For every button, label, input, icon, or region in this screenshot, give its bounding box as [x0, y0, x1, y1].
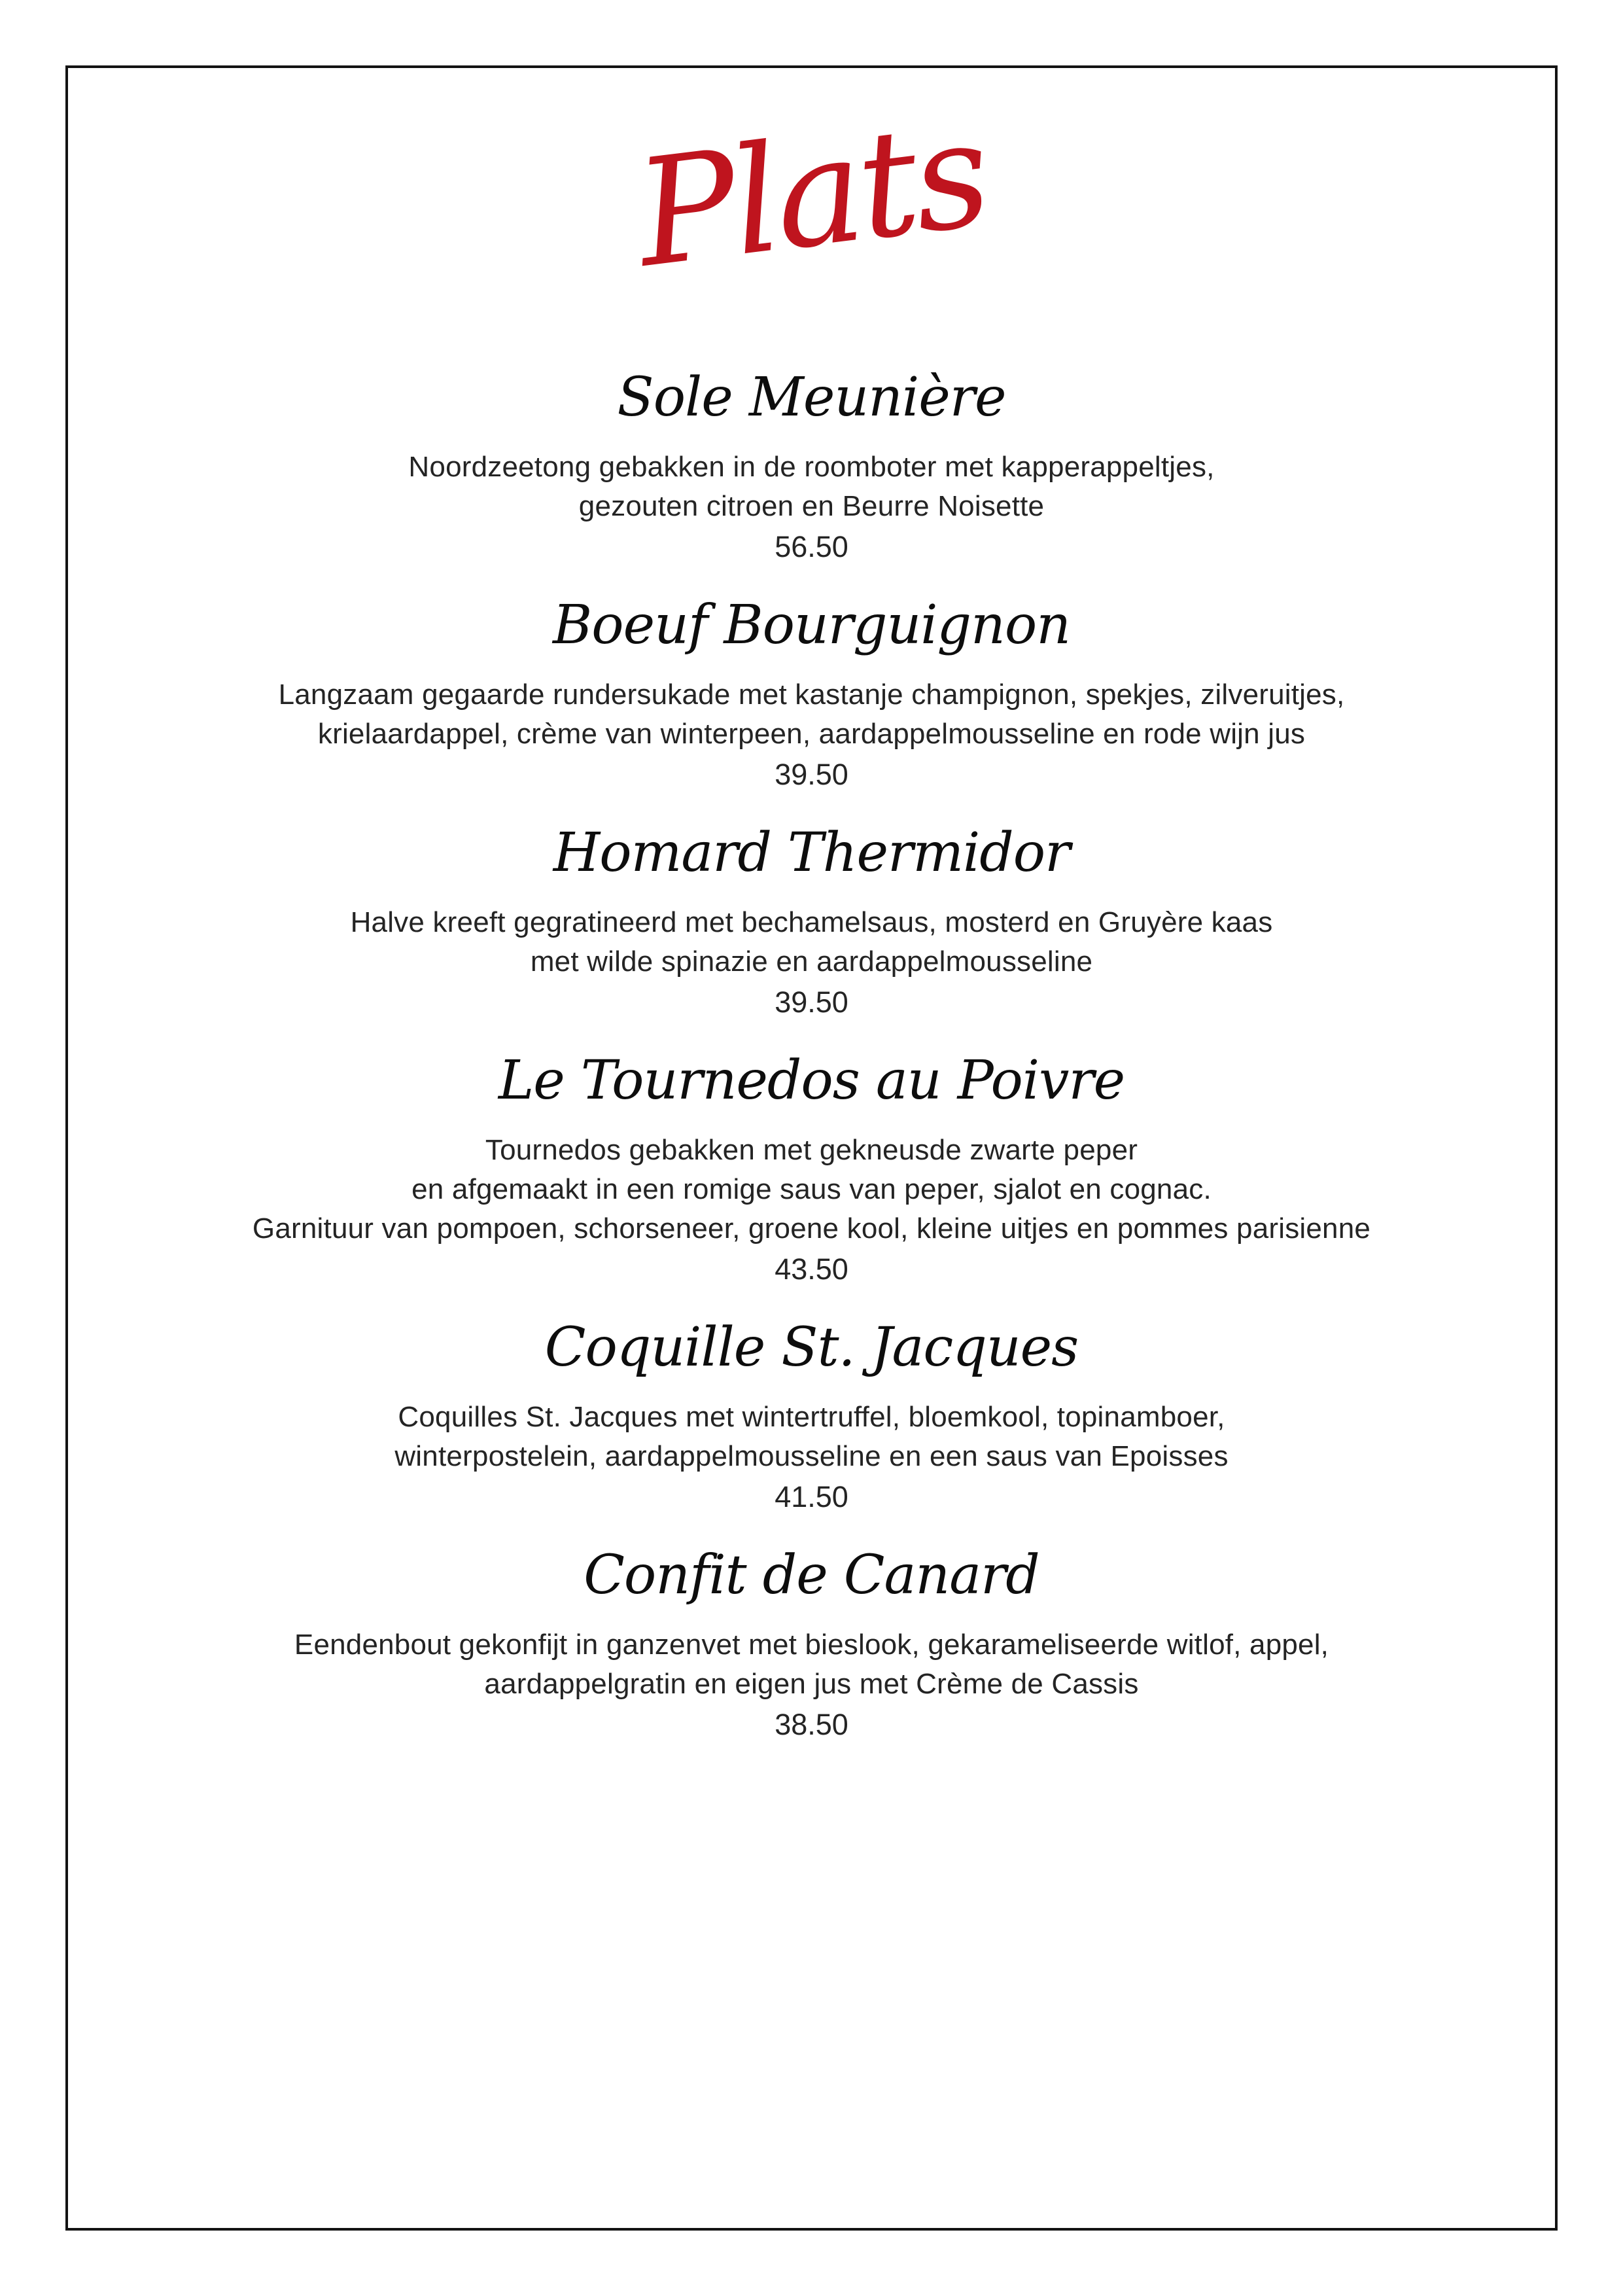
dish-name: Le Tournedos au Poivre	[498, 1050, 1125, 1112]
dish-description-line: Coquilles St. Jacques met wintertruffel, bloemkool, topinamboer,	[398, 1401, 1225, 1433]
dish-description-line: Halve kreeft gegratineerd met bechamelsaus, mosterd en Gruyère kaas	[350, 906, 1273, 938]
dish-section	[65, 1315, 1558, 1517]
dish-description-line: gezouten citroen en Beurre Noisette	[578, 490, 1045, 522]
dish-description-line: Langzaam gegaarde rundersukade met kastanje champignon, spekjes, zilveruitjes,	[278, 679, 1345, 711]
dish-price: 38.50	[775, 1708, 848, 1741]
dish-price: 43.50	[775, 1252, 848, 1286]
menu-content	[65, 65, 1558, 1744]
dish-description-line: Garnituur van pompoen, schorseneer, groene kool, kleine uitjes en pommes parisienne	[252, 1212, 1371, 1245]
dish-description-line: en afgemaakt in een romige saus van peper, sjalot en cognac.	[411, 1173, 1212, 1205]
dish-price: 39.50	[775, 985, 848, 1019]
dish-price: 56.50	[775, 530, 848, 563]
dish-name: Confit de Canard	[584, 1544, 1039, 1606]
dish-section	[65, 1048, 1558, 1289]
dish-description-line: aardappelgratin en eigen jus met Crème de Cassis	[484, 1668, 1139, 1700]
dish-price: 41.50	[775, 1480, 848, 1513]
dish-price: 39.50	[775, 758, 848, 791]
dish-name: Coquille St. Jacques	[544, 1316, 1079, 1379]
dish-section	[65, 365, 1558, 567]
dish-description-line: Tournedos gebakken met gekneusde zwarte peper	[485, 1134, 1138, 1166]
dish-section	[65, 593, 1558, 794]
dish-description-line: winterpostelein, aardappelmousseline en een saus van Epoisses	[394, 1440, 1229, 1472]
dish-description-line: Noordzeetong gebakken in de roomboter met kapperappeltjes,	[408, 451, 1215, 483]
dish-description-line: krielaardappel, crème van winterpeen, aardappelmousseline en rode wijn jus	[317, 718, 1306, 750]
dish-section	[65, 821, 1558, 1022]
menu-title: Plats	[627, 88, 996, 301]
dish-description-line: met wilde spinazie en aardappelmousseline	[530, 945, 1093, 978]
dish-name: Boeuf Bourguignon	[552, 594, 1071, 656]
dish-name: Homard Thermidor	[553, 822, 1070, 884]
dish-description-line: Eendenbout gekonfijt in ganzenvet met bieslook, gekarameliseerde witlof, appel,	[294, 1629, 1329, 1661]
dish-section	[65, 1543, 1558, 1744]
dish-name: Sole Meunière	[617, 366, 1006, 429]
